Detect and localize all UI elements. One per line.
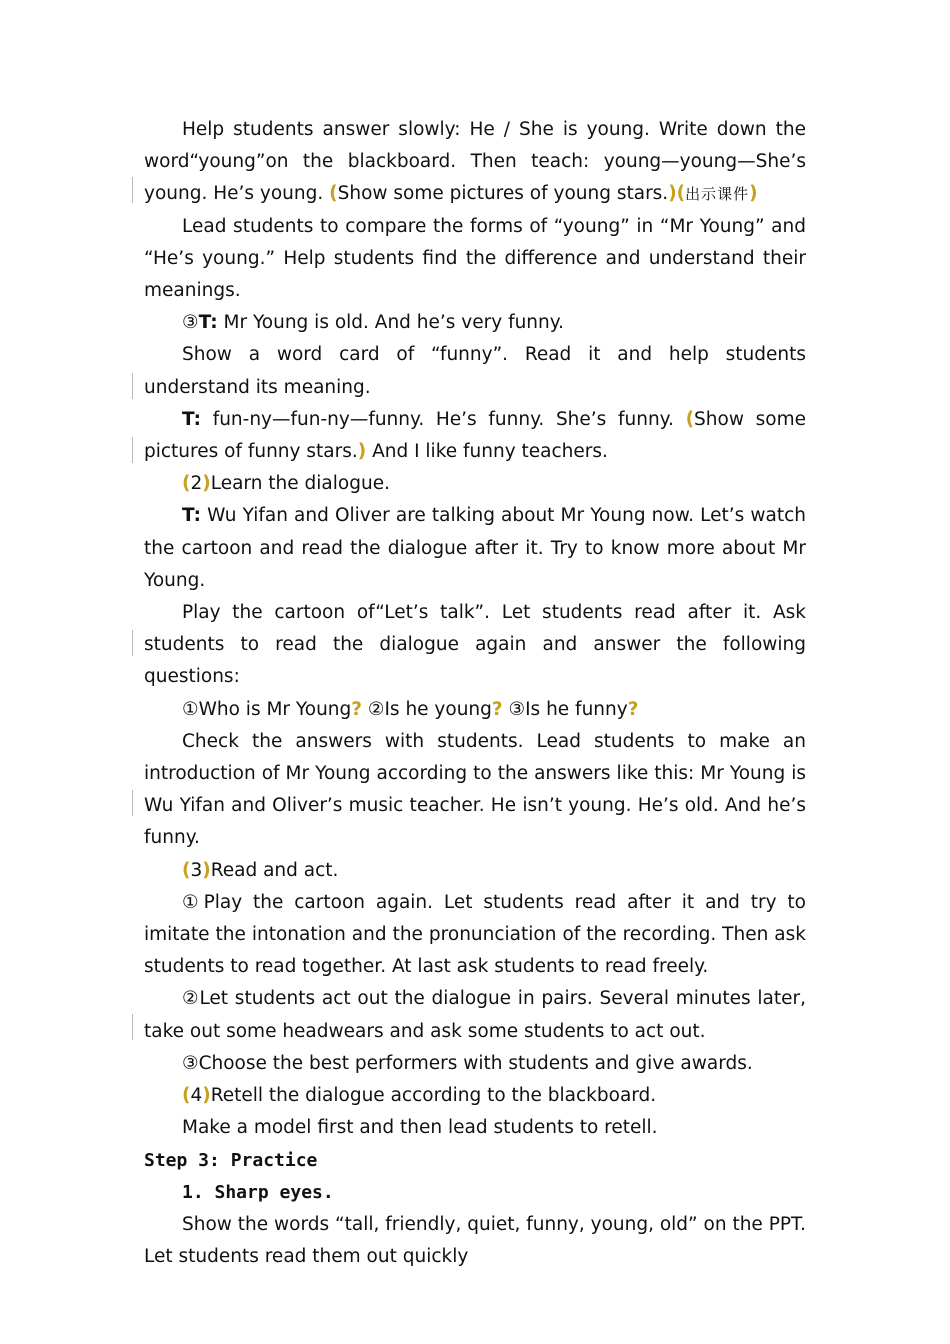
revision-marker [132,790,133,816]
question-mark: ? [627,698,639,720]
paragraph-best-performers: ③Choose the best performers with students and give awards. [182,1052,753,1074]
text: And I like funny teachers. [366,441,608,463]
step-heading: Step 3: Practice [144,1149,318,1171]
paragraph-play-cartoon: Play the cartoon of“Let’s talk”. Let students read after it. Ask students to read the dialogue again and answer the following questions: [144,602,806,688]
revision-marker [132,437,133,463]
item-number: 2 [190,473,203,495]
close-paren: ) [202,859,211,881]
paragraph-compare-forms: Lead students to compare the forms of “young” in “Mr Young” and “He’s young.” Help students find the difference and understand their meanings. [144,215,806,302]
item-number: 4 [190,1085,203,1107]
paragraph-funny [144,404,806,468]
text: Help students answer slowly: He / She is young. Write down the word“young”on the blackboard. Then teach: young—young—She’s young. He’s young. [144,119,806,205]
text: Learn the dialogue. [210,473,390,495]
subheading-read-act [144,855,806,887]
revision-marker [132,373,133,399]
circled-number: ③ [182,312,199,334]
teacher-label: T: [182,408,202,430]
close-paren: ) [749,183,758,205]
subheading-learn-dialogue [144,468,806,500]
paragraph-questions [144,694,806,726]
revision-marker [132,630,133,656]
paragraph-teacher-dialogue [144,500,806,597]
paragraph-act-out: ②Let students act out the dialogue in pairs. Several minutes later, take out some headwears and ask some students to act out. [144,988,806,1042]
courseware-note: 出示课件 [685,185,750,204]
open-paren: ( [182,1085,191,1107]
close-paren: ) [202,473,211,495]
open-paren: ( [685,408,695,430]
paragraph-play-again: ①Play the cartoon again. Let students read after it and try to imitate the intonation and the pronunciation of the recording. Then ask students to read together. At last ask students to read freely. [144,891,806,978]
revision-marker [132,1014,133,1040]
document-page [144,114,806,1273]
text: Show some pictures of young stars. [337,183,669,205]
paragraph-teacher-old-funny [144,307,806,339]
close-paren: ) [357,441,367,463]
open-paren: ( [329,183,338,205]
text: Mr Young is old. And he’s very funny. [217,312,564,334]
question-mark: ? [491,698,503,720]
paragraph-show-words: Show the words “tall, friendly, quiet, funny, young, old” on the PPT. Let students read them out quickly [144,1213,806,1268]
open-paren: ( [182,473,191,495]
text: Read and act. [210,859,339,881]
open-paren: ( [182,859,191,881]
teacher-label: T: [182,505,202,527]
question-2: ②Is he young [362,698,492,720]
question-1: ①Who is Mr Young [182,698,352,720]
paragraph-check-answers: Check the answers with students. Lead students to make an introduction of Mr Young according to the answers like this: Mr Young is Wu Yifan and Oliver’s music teacher. He isn’t young. He’s old. And he’s funny. [144,730,806,849]
paren-pair: )( [668,183,686,205]
question-3: ③Is he funny [502,698,628,720]
revision-marker [132,177,133,203]
activity-heading: 1. Sharp eyes. [182,1181,334,1203]
paragraph-word-card: Show a word card of “funny”. Read it and help students understand its meaning. [144,344,806,398]
item-number: 3 [190,859,203,881]
subheading-retell [144,1080,806,1112]
text: Show some pictures of funny stars. [144,408,806,463]
text: Wu Yifan and Oliver are talking about Mr Young now. Let’s watch the cartoon and read the dialogue after it. Try to know more about Mr Young. [144,505,806,591]
close-paren: ) [202,1085,211,1107]
text: fun-ny—fun-ny—funny. He’s funny. She’s funny. [201,408,686,430]
question-mark: ? [351,698,362,720]
text: Retell the dialogue according to the blackboard. [210,1085,657,1107]
paragraph-make-model: Make a model first and then lead students to retell. [182,1117,658,1139]
paragraph-young-answer [144,114,806,211]
teacher-label: T: [198,312,218,334]
